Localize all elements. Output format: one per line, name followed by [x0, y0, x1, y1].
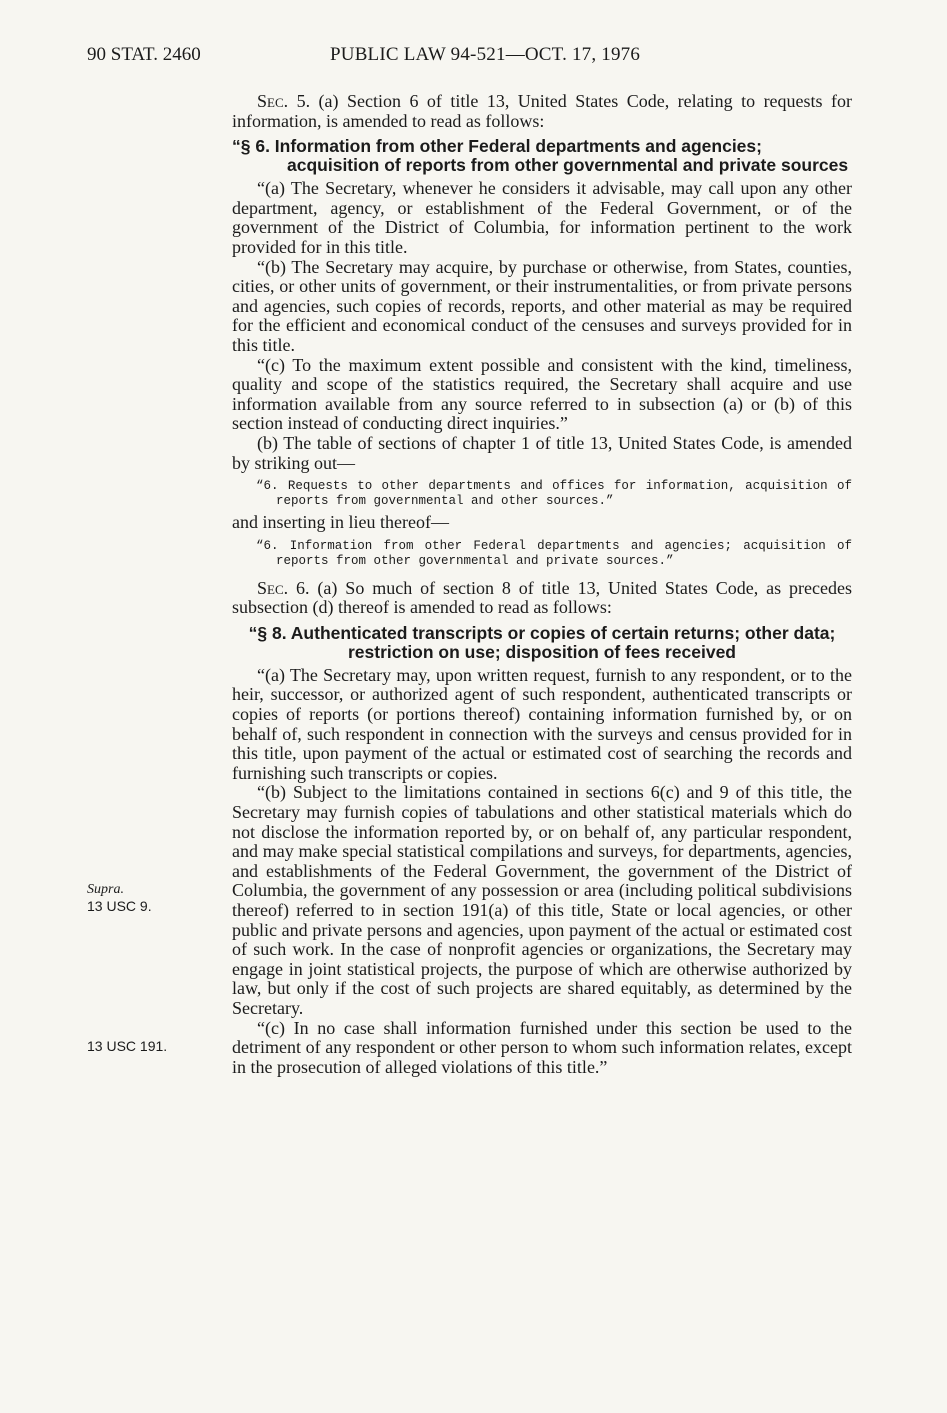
sec5-paragraph: [232, 92, 852, 131]
section-6-heading: “§ 6. Information from other Federal departments and agencies; acquisition of reports from other governmental and private sources: [232, 136, 849, 176]
sec6a-text: (a) So much of section 8 of title 13, United States Code, as precedes subsection (d) thereof is amended to read as follows:: [232, 577, 852, 618]
and-inserting-text: and inserting in lieu thereof—: [232, 512, 449, 533]
margin-note-13usc9: 13 USC 9.: [87, 898, 152, 914]
main-text-column: [232, 92, 852, 1077]
sec8-subsection-c: “(c) In no case shall information furnished under this section be used to the detriment of any respondent or other person to whom such information relates, except in the prosecution of alleged violations of this title.”: [232, 1017, 852, 1077]
sec8-subsection-b: “(b) Subject to the limitations contained in sections 6(c) and 9 of this title, the Secretary may furnish copies of tabulations and other statistical materials which do not disclose the information reported by, or on behalf of, any particular respondent, and may make special statistical compilations and surveys, for departments, agencies, and establishments of the Federal Government, the government of the District of Columbia, the government of any possession or area (including political subdivisions thereof) referred to in section 191(a) of this title, State or local agencies, or other public and private persons and agencies, upon payment of the actual or estimated cost of such work. In the case of nonprofit agencies or organizations, the Secretary may engage in joint statistical projects, the purpose of which are otherwise authorized by law, but only if the cost of such projects are shared equitably, as determined by the Secretary.: [232, 782, 852, 1018]
sec6-subsection-b: “(b) The Secretary may acquire, by purchase or otherwise, from States, counties, cities, or other units of government, or their instrumentalities, or from private persons and agencies, such copies of records, reports, and other material as may be required for the efficient and economical conduct of the censuses and surveys provided for in this title.: [232, 256, 852, 355]
stricken-table-entry: “6. Requests to other departments and offices for information, acquisition of reports from governmental and other sources.”: [256, 479, 852, 509]
margin-note-13usc191: 13 USC 191.: [87, 1038, 168, 1054]
running-title: PUBLIC LAW 94-521—OCT. 17, 1976: [330, 44, 641, 65]
sec6-subsection-a: “(a) The Secretary, whenever he considers it advisable, may call upon any other department, agency, or establishment of the Federal Government, or of the government of the District of Columbia, for information pertinent to the work provided for in this title.: [232, 178, 852, 257]
sec8-subsection-a: “(a) The Secretary may, upon written request, furnish to any respondent, or to the heir, successor, or authorized agent of such respondent, authenticated transcripts or copies of reports (or portions thereof) containing information furnished by, or on behalf of, such respondent in connection with the surveys and census provided for in this title, upon payment of the actual or estimated cost of searching the records and furnishing such transcripts or copies.: [232, 664, 852, 783]
section-8-heading: “§ 8. Authenticated transcripts or copies of certain returns; other data; restriction on use; disposition of fees received: [248, 622, 836, 662]
sec5-subsection-b: (b) The table of sections of chapter 1 of title 13, United States Code, is amended by striking out—: [232, 432, 852, 473]
supra-label: Supra.: [87, 882, 124, 897]
stat-page-number: 90 STAT. 2460: [87, 44, 201, 65]
sec6-label: Sec. 6.: [257, 577, 310, 598]
sec6-subsection-c: “(c) To the maximum extent possible and consistent with the kind, timeliness, quality and scope of the statistics required, the Secretary shall acquire and use information available from any source referred to in subsection (a) or (b) of this section instead of conducting direct inquiries.”: [232, 354, 852, 434]
inserted-table-entry: “6. Information from other Federal departments and agencies; acquisition of reports from other governmental and private sources.”: [256, 538, 852, 568]
sec6-paragraph: [232, 579, 852, 618]
sec5a-text: (a) Section 6 of title 13, United States Code, relating to requests for information, is amended to read as follows:: [232, 91, 853, 131]
margin-note-supra: [87, 880, 124, 898]
sec5-label: Sec. 5.: [257, 91, 311, 111]
